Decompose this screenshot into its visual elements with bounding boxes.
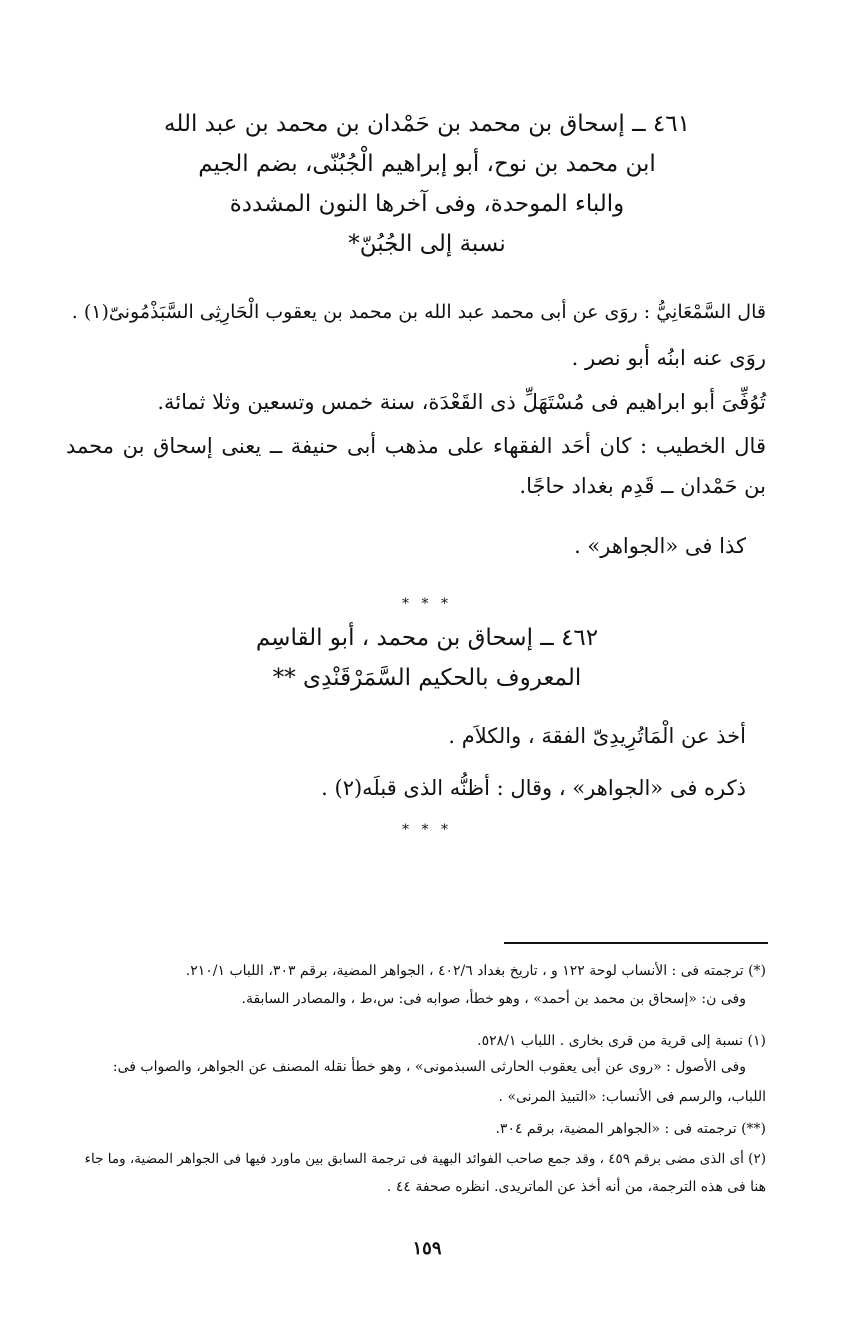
entry-462-heading-line: ٤٦٢ ــ إسحاق بن محمد ، أبو القاسِم [255, 625, 599, 651]
page-number: ١٥٩ [412, 1238, 442, 1259]
entry-462-heading [0, 618, 854, 698]
entry-461-heading-line: والباء الموحدة، وفى آخرها النون المشددة [229, 191, 625, 217]
footnote-line: وفى ن: «إسحاق بن محمد بن أحمد» ، وهو خطأ، صوابه فى: س،ط ، والمصادر السابقة. [241, 991, 746, 1007]
section-separator: * * * [402, 822, 452, 838]
footnote-line: هنا فى هذه الترجمة، من أنه أخذ عن الماتريدى. انظره صحفة ٤٤ . [386, 1179, 766, 1195]
entry-462-paragraph: ذكره فى «الجواهر» ، وقال : أظنُّه الذى قبلَه(٢) . [321, 776, 746, 800]
entry-461-paragraph: تُوُفِّىَ أبو ابراهيم فى مُسْتَهَلِّ ذى القَعْدَة، سنة خمس وتسعين وثلا ثمائة. [157, 390, 766, 414]
footnote-line: (*) ترجمته فى : الأنساب لوحة ١٢٢ و ، تاريخ بغداد ٤٠٢/٦ ، الجواهر المضية، برقم ٣٠٣، اللباب ٢١٠/١. [185, 963, 766, 979]
entry-461-paragraph: كذا فى «الجواهر» . [574, 534, 746, 558]
entry-461-heading-line: ابن محمد بن نوح، أبو إبراهيم الْجُبُنّى، بضم الجيم [198, 151, 656, 177]
footnote-line: وفى الأصول : «روى عن أبى يعقوب الحارثى السبذمونى» ، وهو خطأ نقله المصنف عن الجواهر، والصواب فى: [112, 1059, 746, 1075]
entry-461-heading-line: نسبة إلى الجُبُنّ* [348, 231, 506, 257]
entry-461-paragraph: قال الخطيب : كان أحَد الفقهاء على مذهب أبى حنيفة ــ يعنى إسحاق بن محمد بن حَمْدان ــ قَدِم بغداد حاجًا. [66, 434, 766, 498]
entry-461-paragraph: قال السَّمْعَانِيُّ : روَى عن أبى محمد عبد الله بن محمد بن يعقوب الْحَارِثِى السَّبَذْمُونىّ(١) . [71, 301, 766, 323]
footnote-line: (**) ترجمته فى : «الجواهر المضية، برقم ٣٠٤. [495, 1121, 766, 1137]
footnote-line: (١) نسبة إلى قرية من قرى بخارى . اللباب ٥٢٨/١. [477, 1033, 766, 1049]
entry-462-paragraph: أخذ عن الْمَاتُرِيدِىّ الفقهَ ، والكلاَم . [448, 724, 746, 748]
entry-461-heading [0, 104, 854, 264]
section-separator: * * * [402, 596, 452, 612]
entry-461-paragraph: روَى عنه ابنُه أبو نصر . [571, 346, 766, 370]
entry-461-heading-line: ٤٦١ ــ إسحاق بن محمد بن حَمْدان بن محمد بن عبد الله [164, 111, 690, 137]
footnote-rule [504, 942, 768, 944]
footnote-line: (٢) أى الذى مضى برقم ٤٥٩ ، وقد جمع صاحب الفوائد البهية فى ترجمة السابق بين ماورد فيها فى الجواهر المضية، وما جاء [84, 1151, 766, 1167]
entry-462-heading-line: المعروف بالحكيم السَّمَرْقَنْدِى ** [272, 665, 582, 691]
footnote-line: اللباب، والرسم فى الأنساب: «التبيذ المرنى» . [498, 1089, 766, 1105]
